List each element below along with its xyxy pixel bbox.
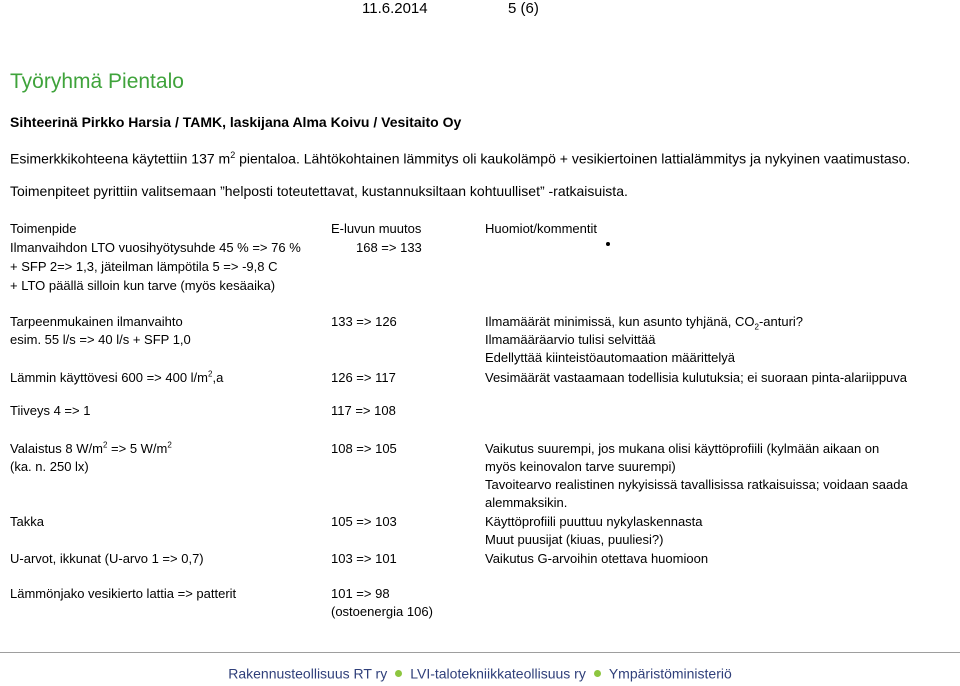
header-toimenpide: Toimenpide <box>10 221 77 236</box>
footer-divider <box>0 652 960 653</box>
row7-action: U-arvot, ikkunat (U-arvo 1 => 0,7) <box>10 551 204 566</box>
row5-note-line2: myös keinovalon tarve suurempi) <box>485 459 676 474</box>
row7-note: Vaikutus G-arvoihin otettava huomioon <box>485 551 709 566</box>
footer-dot-icon <box>395 670 402 677</box>
row4-action: Tiiveys 4 => 1 <box>10 403 91 418</box>
row1-action-line2: + SFP 2=> 1,3, jäteilman lämpötila 5 => -9,8 C <box>10 259 278 274</box>
header-page-number: 5 (6) <box>508 0 539 17</box>
row3-note: Vesimäärät vastaamaan todellisia kulutuksia; ei suoraan pinta-alariippuva <box>485 370 908 385</box>
page-header <box>0 0 960 22</box>
row5-action-line1 <box>10 440 172 458</box>
row8-action: Lämmönjako vesikierto lattia => patterit <box>10 586 237 601</box>
intro-p1-before: Esimerkkikohteena käytettiin 137 m <box>10 150 231 167</box>
header-huomiot: Huomiot/kommentit <box>485 221 597 236</box>
footer-org-lvi: LVI-talotekniikkateollisuus ry <box>410 665 586 682</box>
intro-p1-after: pientaloa. Lähtökohtainen lämmitys oli kaukolämpö + vesikiertoinen lattialämmitys ja nykyinen vaatimustaso. <box>235 150 911 167</box>
row2-note-before: Ilmamäärät minimissä, kun asunto tyhjänä, CO <box>485 314 755 329</box>
row2-action-line2: esim. 55 l/s => 40 l/s + SFP 1,0 <box>10 332 191 347</box>
row2-note-line3: Edellyttää kiinteistöautomaation määrittelyä <box>485 350 736 365</box>
footer-dot-icon <box>594 670 601 677</box>
page-footer <box>0 664 960 681</box>
row3-action-before: Lämmin käyttövesi 600 => 400 l/m <box>10 370 208 385</box>
subtitle: Sihteerinä Pirkko Harsia / TAMK, laskijana Alma Koivu / Vesitaito Oy <box>10 114 462 130</box>
row1-change: 168 => 133 <box>356 240 422 255</box>
row8-change-line2: (ostoenergia 106) <box>331 604 433 619</box>
row5-action-line2: (ka. n. 250 lx) <box>10 459 89 474</box>
footer-org-ym: Ympäristöministeriö <box>608 665 732 682</box>
intro-p1-sup: 2 <box>230 150 236 160</box>
row5-note-line4: alemmaksikin. <box>485 495 568 510</box>
row5-action-a: Valaistus 8 W/m <box>10 441 103 456</box>
header-date: 11.6.2014 <box>362 0 428 17</box>
row2-note-line1 <box>485 313 803 331</box>
row5-action-sup1: 2 <box>102 440 108 450</box>
row3-action-sup: 2 <box>208 369 213 379</box>
row1-action-line3: + LTO päällä silloin kun tarve (myös kesäaika) <box>10 278 276 293</box>
page-title: Työryhmä Pientalo <box>10 70 184 93</box>
row3-action-after: ,a <box>212 370 224 385</box>
row3-change: 126 => 117 <box>331 370 396 385</box>
row5-change: 108 => 105 <box>331 441 397 456</box>
row6-note-line1: Käyttöprofiili puuttuu nykylaskennasta <box>485 514 703 529</box>
row5-note-line3: Tavoitearvo realistinen nykyisissä tavallisissa ratkaisuissa; voidaan saada <box>485 477 908 492</box>
row6-note-line2: Muut puusijat (kiuas, puuliesi?) <box>485 532 664 547</box>
row2-action-line1: Tarpeenmukainen ilmanvaihto <box>10 314 183 329</box>
intro-paragraph-1 <box>10 150 910 167</box>
row3-action <box>10 369 223 387</box>
row7-change: 103 => 101 <box>331 551 397 566</box>
row2-note-sub: 2 <box>754 322 759 332</box>
row6-action: Takka <box>10 514 44 529</box>
footer-org-rt: Rakennusteollisuus RT ry <box>228 665 388 682</box>
row2-note-after: -anturi? <box>758 314 804 329</box>
row5-action-sup2: 2 <box>167 440 172 450</box>
row1-action-line1: Ilmanvaihdon LTO vuosihyötysuhde 45 % => 76 % <box>10 240 301 255</box>
intro-paragraph-2: Toimenpiteet pyrittiin valitsemaan ”helposti toteutettavat, kustannuksiltaan kohtuulliset” -ratkaisuista. <box>10 183 628 199</box>
row5-action-b: => 5 W/m <box>107 441 168 456</box>
bullet-icon <box>606 242 610 246</box>
row4-change: 117 => 108 <box>331 403 396 418</box>
row2-change: 133 => 126 <box>331 314 397 329</box>
header-e-luvun-muutos: E-luvun muutos <box>331 221 422 236</box>
row6-change: 105 => 103 <box>331 514 397 529</box>
row5-note-line1: Vaikutus suurempi, jos mukana olisi käyttöprofiili (kylmään aikaan on <box>485 441 880 456</box>
row8-change-line1: 101 => 98 <box>331 586 390 601</box>
row2-note-line2: Ilmamääräarvio tulisi selvittää <box>485 332 656 347</box>
